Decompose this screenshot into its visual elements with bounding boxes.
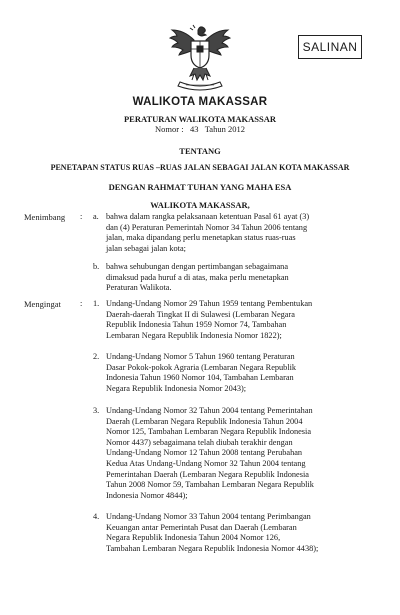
mengingat-marker-2: 2. — [93, 352, 100, 361]
about-label: TENTANG — [179, 146, 221, 156]
menimbang-item-b: bahwa sehubungan dengan pertimbangan sebagaimana dimaksud pada huruf a di atas, maka perlu menetapkan Peraturan Walikota. — [106, 262, 289, 293]
regulation-subject: PENETAPAN STATUS RUAS –RUAS JALAN SEBAGAI JALAN KOTA MAKASSAR — [50, 163, 350, 172]
mengingat-label: Mengingat — [24, 299, 61, 309]
mengingat-item-2: Undang-Undang Nomor 5 Tahun 1960 tentang Peraturan Dasar Pokok-pokok Agraria (Lembaran Negara Republik Indonesia Tahun 1960 Nomor 104, Tambahan Lembaran Negara Republik Indonesia Nomor 2043); — [106, 352, 297, 393]
menimbang-label: Menimbang — [24, 212, 66, 222]
authority-heading: WALIKOTA MAKASSAR — [132, 96, 268, 108]
mengingat-item-3: Undang-Undang Nomor 32 Tahun 2004 tentang Pemerintahan Daerah (Lembaran Negara Republik Indonesia Tahun 2004 Nomor 125, Tambahan Lembaran Negara Republik Indonesia Nomor 4437) sebagaimana telah diubah terakhir dengan Undang-Undang Nomor 12 Tahun 2008 tentang Perubahan Kedua Atas Undang-Undang Nomor 32 Tahun 2004 tentang Pemerintahan Daerah (Lembaran Negara Republik Indonesia Tahun 2008 Nomor 59, Tambahan Lembaran Negara Republik Indonesia Nomor 4844); — [106, 406, 314, 500]
mengingat-marker-4: 4. — [93, 512, 100, 521]
regulation-number: Nomor : 43 Tahun 2012 — [155, 124, 245, 134]
menimbang-marker-a: a. — [93, 212, 99, 221]
garuda-emblem-icon — [168, 24, 232, 92]
mengingat-item-1: Undang-Undang Nomor 29 Tahun 1959 tentang Pembentukan Daerah-daerah Tingkat II di Sulawesi (Lembaran Negara Republik Indonesia Tahun 1959 Nomor 74, Tambahan Lembaran Negara Republik Indonesia Nomor 1822); — [106, 299, 313, 340]
mengingat-colon: : — [80, 299, 83, 308]
mengingat-marker-1: 1. — [93, 299, 100, 308]
menimbang-marker-b: b. — [93, 262, 100, 271]
menimbang-item-a: bahwa dalam rangka pelaksanaan ketentuan Pasal 61 ayat (3) dan (4) Peraturan Pemerintah Nomor 34 Tahun 2006 tentang jalan, maka dipandang perlu menetapkan status ruas-ruas jalan sebagai jalan kota; — [106, 212, 310, 253]
grace-clause: DENGAN RAHMAT TUHAN YANG MAHA ESA — [108, 182, 292, 192]
mayor-clause: WALIKOTA MAKASSAR, — [150, 200, 250, 210]
mengingat-marker-3: 3. — [93, 406, 100, 415]
menimbang-colon: : — [80, 212, 83, 221]
copy-stamp: SALINAN — [298, 35, 362, 59]
mengingat-item-4: Undang-Undang Nomor 33 Tahun 2004 tentang Perimbangan Keuangan antar Pemerintah Pusat dan Daerah (Lembaran Negara Republik Indonesia Tahun 2004 Nomor 126, Tambahan Lembaran Negara Republik Indonesia Nomor 4438); — [106, 512, 319, 553]
regulation-title: PERATURAN WALIKOTA MAKASSAR — [123, 114, 277, 124]
